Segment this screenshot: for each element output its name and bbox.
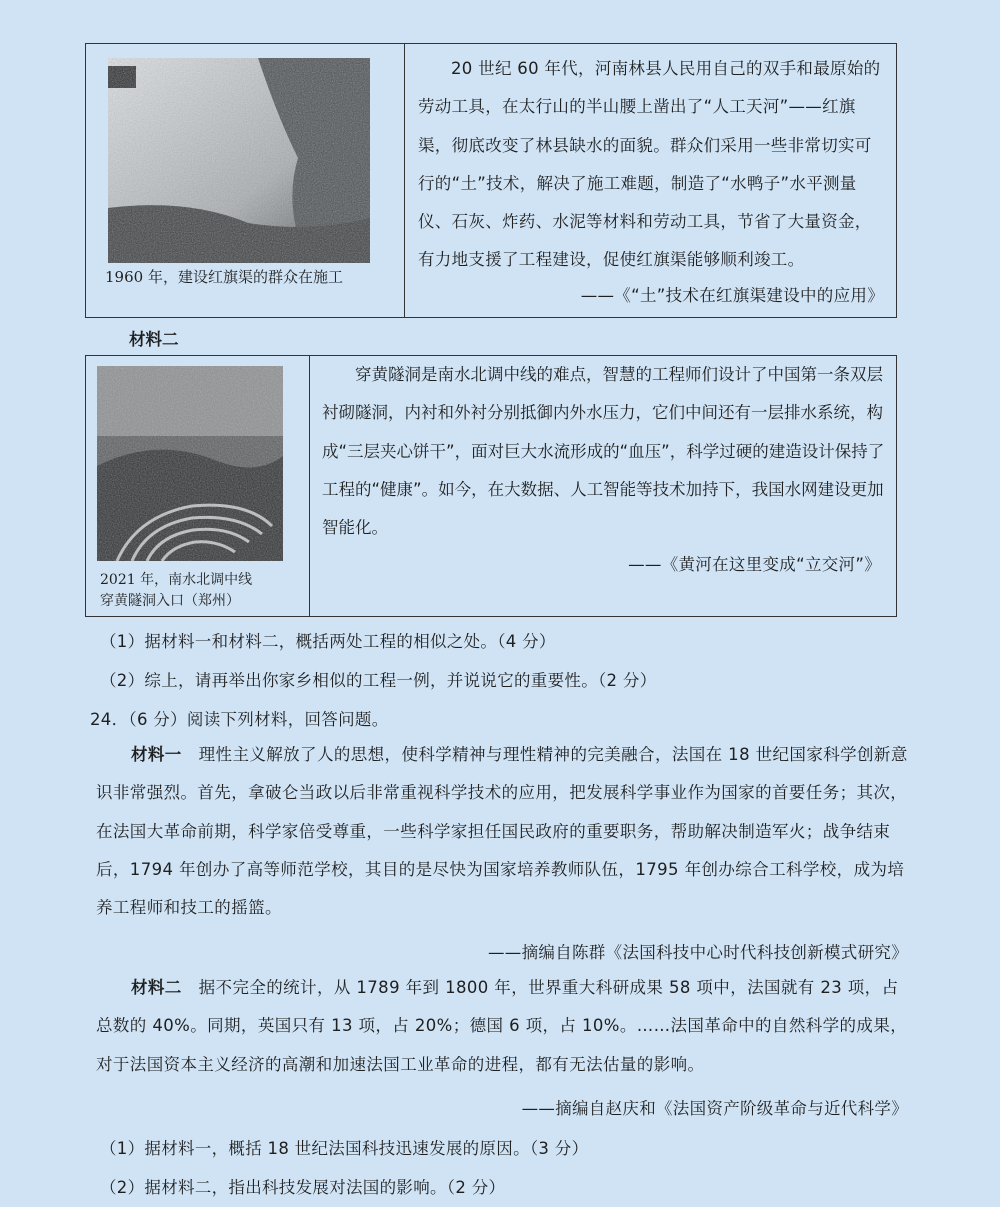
material1-photo <box>108 58 370 263</box>
q24-material1-text: 理性主义解放了人的思想，使科学精神与理性精神的完美融合，法国在 18 世纪国家科学创新意识非常强烈。首先，拿破仑当政以后非常重视科学技术的应用，把发展科学事业作为国家的首要任务；其次，在法国大革命前期，科学家倍受尊重，一些科学家担任国民政府的重要职务，帮助解决制造军火；战争结束后，1794 年创办了高等师范学校，其目的是尽快为国家培养教师队伍，1795 年创办综合工科学校，成为培养工程师和技工的摇篮。 <box>96 745 908 918</box>
material1-box <box>85 43 897 318</box>
question-23-2: （2）综上，请再举出你家乡相似的工程一例，并说说它的重要性。（2 分） <box>100 671 657 690</box>
material2-caption-line2: 穿黄隧洞入口（郑州） <box>100 593 240 609</box>
material1-source: ——《“土”技术在红旗渠建设中的应用》 <box>580 285 884 305</box>
q24-material1-paragraph <box>96 736 912 927</box>
material1-photo-cell <box>86 44 405 317</box>
q24-material1-source: ——摘编自陈群《法国科技中心时代科技创新模式研究》 <box>488 943 908 962</box>
question-24-heading: 24．（6 分）阅读下列材料，回答问题。 <box>90 710 389 729</box>
question-23-1: （1）据材料一和材料二，概括两处工程的相似之处。（4 分） <box>100 632 556 651</box>
material2-text: 穿黄隧洞是南水北调中线的难点，智慧的工程师们设计了中国第一条双层衬砌隧洞，内衬和外衬分别抵御内外水压力，它们中间还有一层排水系统，构成“三层夹心饼干”，面对巨大水流形成的“血压”，科学过硬的建造设计保持了工程的“健康”。如今，在大数据、人工智能等技术加持下，我国水网建设更加智能化。 <box>322 365 885 538</box>
material2-label: 材料二 <box>129 330 179 349</box>
material2-text-cell <box>310 356 896 616</box>
material2-box <box>85 355 897 617</box>
material2-photo <box>97 366 283 561</box>
material2-source: ——《黄河在这里变成“立交河”》 <box>628 555 881 575</box>
question-24-2: （2）据材料二，指出科技发展对法国的影响。（2 分） <box>100 1178 506 1197</box>
material2-photo-cell <box>86 356 310 616</box>
q24-material2-source: ——摘编自赵庆和《法国资产阶级革命与近代科学》 <box>521 1099 908 1118</box>
material1-text-cell <box>405 44 896 317</box>
material1-text: 20 世纪 60 年代，河南林县人民用自己的双手和最原始的劳动工具，在太行山的半山腰上凿出了“人工天河”——红旗渠，彻底改变了林县缺水的面貌。群众们采用一些非常切实可行的“土”技术，解决了施工难题，制造了“水鸭子”水平测量仪、石灰、炸药、水泥等材料和劳动工具，节省了大量资金，有力地支援了工程建设，促使红旗渠能够顺利竣工。 <box>418 59 881 270</box>
question-24-1: （1）据材料一，概括 18 世纪法国科技迅速发展的原因。（3 分） <box>100 1139 589 1158</box>
q24-material2-text: 据不完全的统计，从 1789 年到 1800 年，世界重大科研成果 58 项中，法国就有 23 项，占总数的 40%。同期，英国只有 13 项，占 20%；德国 6 项，占 10%。……法国革命中的自然科学的成果，对于法国资本主义经济的高潮和加速法国工业革命的进程，都有无法估量的影响。 <box>96 978 908 1074</box>
q24-material2-paragraph <box>96 969 912 1084</box>
material1-caption: 1960 年，建设红旗渠的群众在施工 <box>105 268 343 286</box>
material2-caption-line1: 2021 年，南水北调中线 <box>100 572 253 588</box>
q24-material2-label: 材料二 <box>131 978 182 997</box>
q24-material1-label: 材料一 <box>131 745 182 764</box>
